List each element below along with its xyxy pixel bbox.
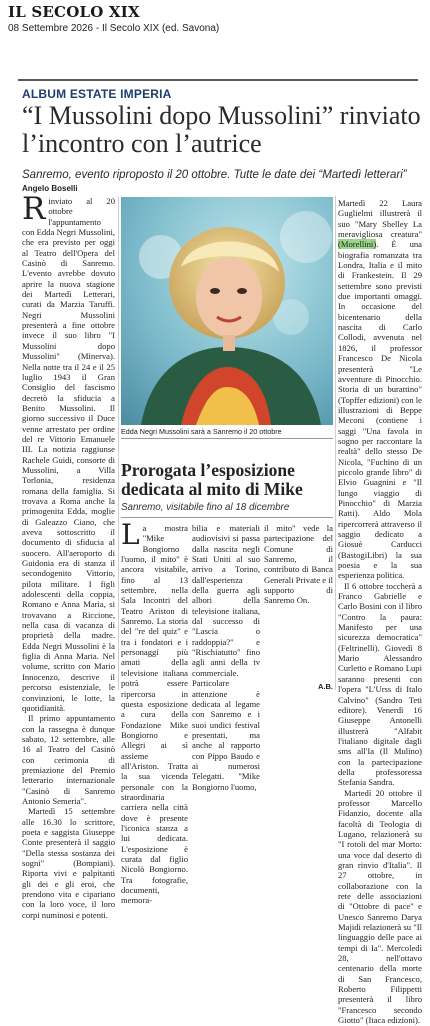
article-paragraph: Il 6 ottobre toccherà a Franco Gabrielle e Carlo Bosini con il libro "Contro la paura: Manifesto per una sicurezza democratica" (Feltrinelli). Giovedì 8 Mario Alessandro Curletto e Romano Lupi saranno presenti con l'opera "L'Urss di Italo Calvino" (Sandro Teti editore). Venerdì 16 Giuseppe Antonelli illustrerà "Alfabit l'italiano digitale dagli sms all'Ia (Il Mulino) con la partecipazione della professoressa Stefania Sandra. [338,580,422,788]
article-paragraph: Martedì 15 settembre alle 16.30 lo scrittore, poeta e saggista Giuseppe Conte presenterà il saggio "Della stessa sostanza dei sogni" (Bompiani). Riporta vivi e palpitanti gli dei e gli eroi, che prendono vita e cipariano con la loro voce, il loro corpi numinosi e potenti. [22,806,115,920]
section-kicker: ALBUM ESTATE IMPERIA [22,87,172,101]
article-column-3 [338,198,422,1026]
paragraph-text: a mostra "Mike Bongiorno l'uomo, il mito" è ancora visitabile, fino al 13 settembre, nella Sala Incontri del Teatro Ariston di Sanremo. La storia del "re del quiz" e tra i fondatori e i personaggi più amati della televisione italiana potrà essere ripercorsa in questa esposizione a cura della Fondazione Mike Bongiorno e Allegri ai sì assieme all'Ariston. Tratta la sua vicenda personale con la straordinaria carriera nella città dove è presente l'iconica stanza a lui dedicata. L'esposizione è curata dal figlio Nicolò Bongiorno. Tra fotografie, documenti, memora- [121,523,188,906]
author-portrait-image [121,197,333,425]
sidebar-subhead: Sanremo, visitabile fino al 18 dicembre [121,502,290,513]
highlighted-text: (Morellini) [338,239,377,250]
sidebar-paragraph: bilia e materiali audiovisivi si passa dalla nascita negli Stati Uniti al suo arrivo a Torino, dall'esperienza della guerra agli albori della televisione italiana, dal successo di "Lascia o raddoppia?" e "Rischiatutto" fino agli anni della tv commerciale. Particolare attenzione è dedicata al legame con Sanremo e i suoi undici festival presentati, ma anche al rapporto con Pippo Baudo e ai numerosi Telegatti. "Mike Bongiorno l'uomo, [192,523,260,792]
paragraph-text: inviato al 20 ottobre l'appuntamento con Edda Negri Mussolini, che era previsto per oggi al Teatro dell'Opera del Casinò di Sanremo. L'evento avrebbe dovuto aprire la nuova stagione dei Martedì Letterari, curati da Marzia Taruffi. Negri Mussolini presenterà a fine ottobre invece il suo libro "I Mussolini dopo Mussolini" (Minerva). Nella notte tra il 24 e il 25 luglio 1943 il Gran Consiglio del fascismo decretò la sfiducia a Benito Mussolini. Il giorno successivo il Duce venne arrestato per ordine del re Vittorio Emanuele III. La notizia raggiunse Rachele Guidi, consorte di Mussolini, a Villa Torlonia, residenza romana della famiglia. Si trovava a Roma anche la primogenita Edda, moglie di Galeazzo Ciano, che aveva sottoscritto il documento di sfiducia al suocero. All'aeroporto di Guidonia era di stanza il secondogenito Vittorio, pilota militare. I figli adolescenti della coppia, Romano e Anna Maria, si trovavano a Riccione, nella casa di vacanza di proprietà della madre. Edda Negri Mussolini è la figlia di Anna Maria. Nel volume, scritto con Mario Innocenzo, descrive il percorso esistenziale, le convinzioni, le lotte, la quotidianità. [22,196,115,713]
drop-cap: L [121,518,140,551]
article-paragraph: Il primo appuntamento con la rassegna è dunque sabato, 12 settembre, alle 16 al Teatro del Casinò con cerimonia di premiazione del Premio letterario internazionale "Casinò di Sanremo Antonio Semeria". [22,713,115,806]
dateline: 08 Settembre 2026 - Il Secolo XIX (ed. Savona) [8,23,220,34]
photo-caption: Edda Negri Mussolini sarà a Sanremo il 20 ottobre [121,427,282,436]
sidebar-rule [121,517,333,518]
article-paragraph [22,191,115,713]
article-paragraph [338,198,422,581]
sidebar-signature: A.B. [318,682,333,691]
article-paragraph: Martedì 20 ottobre il professor Marcello Fidanzio, docente alla facoltà di Teologia di Lugano, relazionerà su "I rotoli del mar Morto: una voce dal deserto di gran rinvio d'Italia". Il 27 ottobre, in collaborazione con la rete delle associazioni di "Ottobre di pace" e Unesco Sanremo Darya Majidi relazionerà su "Il linguaggio delle pace ai tempi di Ia". Mercoledì 28, nell'ottavo centenario della morte di San Francesco, Roberto Filippetti presenterà il libro "Francesco secondo Giotto" (Itaca edizioni). [338,787,422,1026]
article-subhead: Sanremo, evento riproposto il 20 ottobre. Tutte le date dei “Martedì letterari” [22,169,407,181]
paragraph-text: . È una biografia romanzata tra Londra, Italia e il mito di Frankestein. Il 29 settembre sono previsti due importanti omaggi. In occasione del bicentenario della nascita di Carlo Collodi, avvenuta nel 1826, il professor Francesco De Nicola presenterà "Le avventure di Pinocchio. Storia di un burattino" (Topffer edizioni) con le illustrazioni di Beppe Meconi (contiene i saggi "Una favola in sogno per raccontare la realtà" dello stesso De Nicola, "Fuchino di un piccolo grande libro" di Elvio Guagnini e "Il lungo viaggio di Pinocchio" di Marzia Ratti). Aldo Mola ripercorrerà attraverso il saggio dedicato a Giosuè Carducci (BastogiLibri) la sua poesia e la sua esperienza politica. [338,239,422,581]
sidebar-column-3 [264,523,333,681]
masthead [8,4,422,44]
sidebar-column-1 [121,518,188,906]
article-column-1 [22,191,115,920]
article-headline: “I Mussolini dopo Mussolini” rinviato l’incontro con l’autrice [22,101,421,158]
article-byline: Angelo Boselli [22,184,78,193]
newspaper-logo: IL SECOLO XIX [8,3,140,21]
sidebar-paragraph [121,518,188,906]
sidebar-column-2 [192,523,260,792]
author-photo [121,197,333,425]
column-divider [118,196,119,690]
drop-cap: R [22,191,46,227]
column-divider [335,196,336,690]
section-rule [18,79,418,81]
sidebar-paragraph: il mito" vede la partecipazione del Comune di Sanremo, il contributo di Banca Generali Private e il supporto di Sanremo On. [264,523,333,606]
paragraph-text: Martedì 22 Laura Guglielmi illustrerà il suo "Mary Shelley La meravigliosa creatura" [338,198,422,240]
caption-rule [121,438,333,439]
sidebar-headline: Prorogata l’esposizione dedicata al mito di Mike [121,460,303,499]
